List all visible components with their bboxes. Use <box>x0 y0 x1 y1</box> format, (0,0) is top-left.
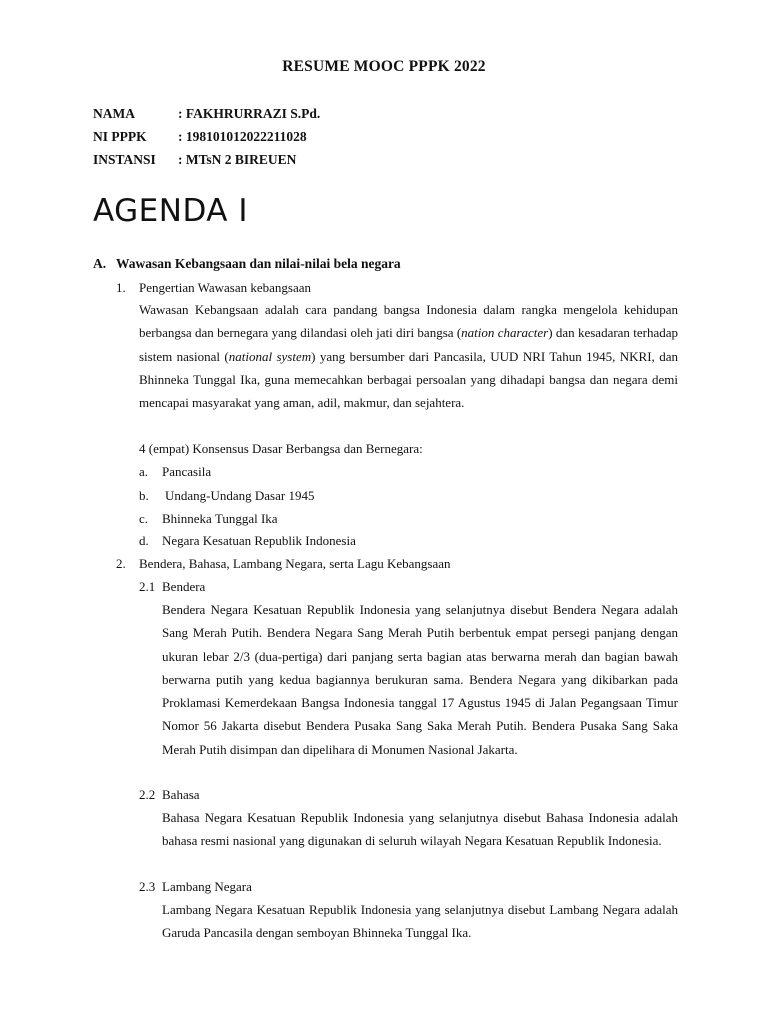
item-title: Pengertian Wawasan kebangsaan <box>139 280 311 295</box>
identity-value: : FAKHRURRAZI S.Pd. <box>178 106 321 121</box>
item-title: Bendera, Bahasa, Lambang Negara, serta Lagu Kebangsaan <box>139 556 451 571</box>
list-marker: a. <box>139 464 149 479</box>
identity-value: : 198101012022211028 <box>178 129 307 144</box>
identity-value: : MTsN 2 BIREUEN <box>178 152 297 167</box>
paragraph-text: Wawasan Kebangsaan adalah cara pandang bangsa Indonesia dalam rangka mengelola kehidupan berbangsa dan bernegara yang dilandasi oleh jati diri bangsa ( <box>139 302 678 341</box>
identity-label: INSTANSI <box>93 152 156 167</box>
section-marker: A. <box>93 256 107 271</box>
paragraph-wawasan-kebangsaan <box>139 298 678 414</box>
identity-label: NAMA <box>93 106 135 121</box>
subsection-title: Bendera <box>162 579 206 594</box>
paragraph-lambang-negara: Lambang Negara Kesatuan Republik Indonesia yang selanjutnya disebut Lambang Negara adalah Garuda Pancasila dengan semboyan Bhinneka Tunggal Ika. <box>162 902 678 941</box>
list-item: Bhinneka Tunggal Ika <box>162 511 278 526</box>
paragraph-text: ) yang bersumber dari Pancasila, UUD NRI Tahun 1945, NKRI, dan Bhinneka Tunggal Ika, guna memecahkan berbagai persoalan yang dihadapi bangsa dan negara demi mencapai masyarakat yang aman, adil, makmur, dan sejahtera. <box>139 348 678 411</box>
agenda-heading: AGENDA I <box>93 193 248 229</box>
list-marker: b. <box>139 488 149 503</box>
item-number: 1. <box>116 280 126 295</box>
list-item: Negara Kesatuan Republik Indonesia <box>162 533 356 548</box>
section-title: Wawasan Kebangsaan dan nilai-nilai bela negara <box>116 256 401 271</box>
subsection-title: Lambang Negara <box>162 879 252 894</box>
italic-term: nation character <box>461 325 549 341</box>
list-item: Undang-Undang Dasar 1945 <box>165 488 315 503</box>
subsection-title: Bahasa <box>162 787 200 802</box>
paragraph-bendera: Bendera Negara Kesatuan Republik Indonesia yang selanjutnya disebut Bendera Negara adalah Sang Merah Putih. Bendera Negara Sang Merah Putih berbentuk empat persegi panjang dengan ukuran lebar 2/3 (dua-pertiga) dari panjang serta bagian atas berwarna merah dan bagian bawah berwarna putih yang kedua bagiannya berukuran sama. Bendera Negara yang dikibarkan pada Proklamasi Kemerdekaan Bangsa Indonesia tanggal 17 Agustus 1945 di Jalan Pegangsaan Timur Nomor 56 Jakarta disebut Bendera Pusaka Sang Saka Merah Putih. Bendera Pusaka Sang Saka Merah Putih disimpan dan dipelihara di Monumen Nasional Jakarta. <box>162 602 678 757</box>
identity-label: NI PPPK <box>93 129 147 144</box>
list-marker: c. <box>139 511 149 526</box>
paragraph-text: ) dan kesadaran terhadap sistem nasional ( <box>139 325 678 364</box>
paragraph-bahasa: Bahasa Negara Kesatuan Republik Indonesia yang selanjutnya disebut Bahasa Indonesia adalah bahasa resmi nasional yang digunakan di seluruh wilayah Negara Kesatuan Republik Indonesia. <box>162 810 678 849</box>
subsection-number: 2.1 <box>139 579 156 594</box>
subsection-number: 2.3 <box>139 879 156 894</box>
subsection-number: 2.2 <box>139 787 156 802</box>
item-number: 2. <box>116 556 126 571</box>
consensus-intro: 4 (empat) Konsensus Dasar Berbangsa dan Bernegara: <box>139 441 423 456</box>
italic-term: national system <box>228 348 312 364</box>
document-title: RESUME MOOC PPPK 2022 <box>282 58 486 75</box>
list-item: Pancasila <box>162 464 212 479</box>
list-marker: d. <box>139 533 149 548</box>
